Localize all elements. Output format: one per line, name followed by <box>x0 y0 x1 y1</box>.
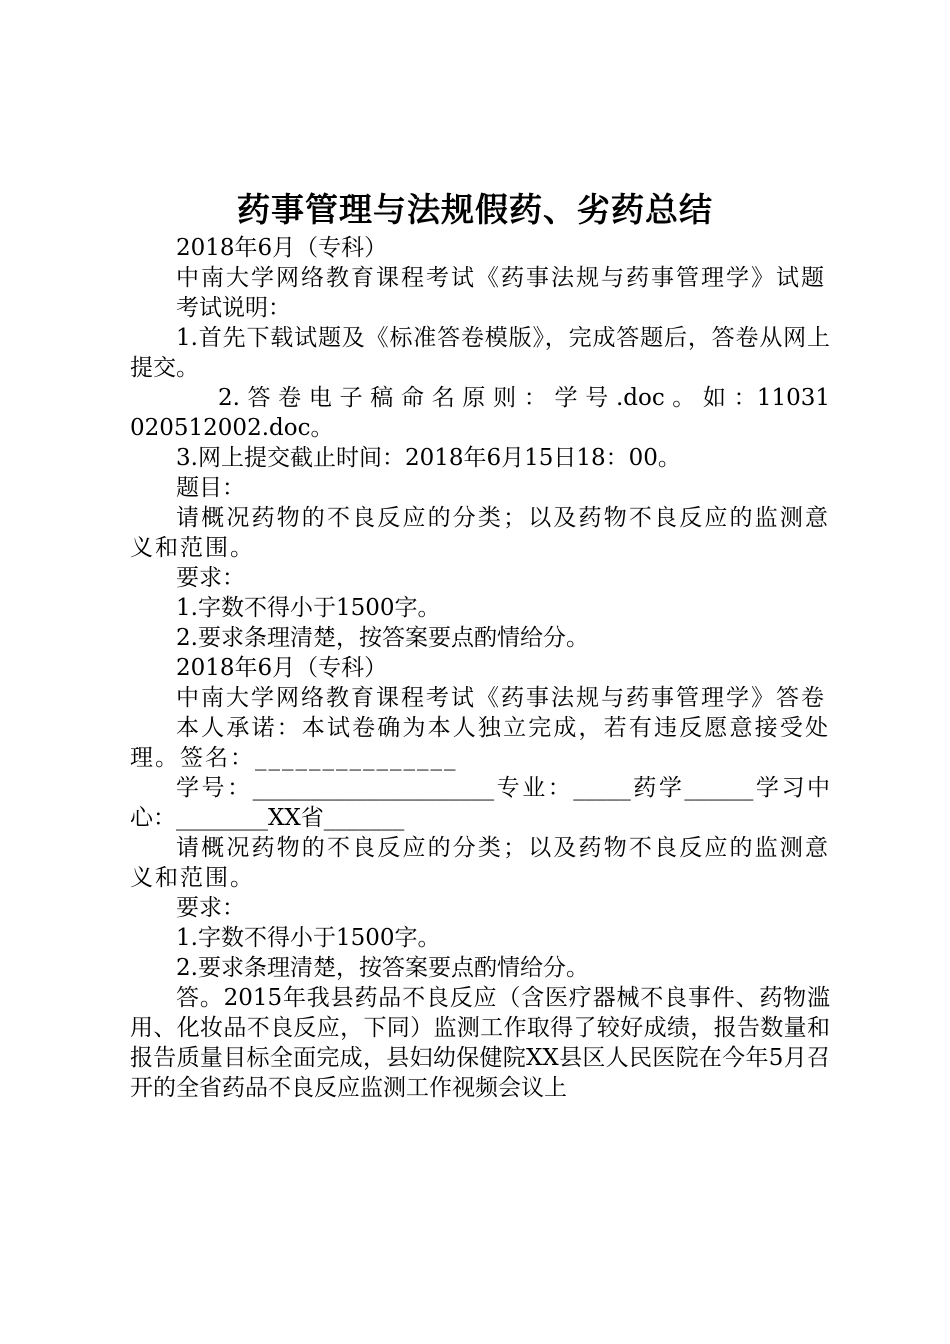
paragraph-pledge: 本人承诺：本试卷确为本人独立完成，若有违反愿意接受处理。签名：_______________ <box>130 715 830 771</box>
paragraph-requirements-heading-2: 要求： <box>176 895 245 921</box>
paragraph-instruction-2: 2. 答 卷 电 子 稿 命 名 原 则 ： 学 号 .doc 。 如 ：11031020512002.doc。 <box>130 385 830 441</box>
paragraph-answer: 答。2015年我县药品不良反应（含医疗器械不良事件、药物滥用、化妆品不良反应，下同）监测工作取得了较好成绩，报告数量和报告质量目标全面完成，县妇幼保健院XX县区人民医院在今年5月召开的全省药品不良反应监测工作视频会议上 <box>130 985 830 1101</box>
document-title: 药事管理与法规假药、劣药总结 <box>237 190 713 229</box>
paragraph-requirement-2-2: 2.要求条理清楚，按答案要点酌情给分。 <box>176 955 589 981</box>
paragraph-date: 2018年6月（专科） <box>176 235 388 261</box>
paragraph-requirement-1-2: 1.字数不得小于1500字。 <box>176 925 441 951</box>
paragraph-requirement-2: 2.要求条理清楚，按答案要点酌情给分。 <box>176 625 589 651</box>
paragraph-question: 请概况药物的不良反应的分类；以及药物不良反应的监测意义和范围。 <box>130 505 830 561</box>
paragraph-student-info: 学号：_____________________专业：_____药学______学习中心：________XX省_______ <box>130 775 830 831</box>
paragraph-requirements-heading: 要求： <box>176 565 245 591</box>
paragraph-exam-title: 中南大学网络教育课程考试《药事法规与药事管理学》试题 <box>176 265 826 291</box>
paragraph-answer-sheet-title: 中南大学网络教育课程考试《药事法规与药事管理学》答卷 <box>176 685 826 711</box>
paragraph-question-heading: 题目： <box>176 475 245 501</box>
document-body <box>130 233 830 1103</box>
paragraph-requirement-1: 1.字数不得小于1500字。 <box>176 595 441 621</box>
paragraph-instruction-1: 1.首先下载试题及《标准答卷模版》，完成答题后，答卷从网上提交。 <box>130 325 830 381</box>
paragraph-question-2: 请概况药物的不良反应的分类；以及药物不良反应的监测意义和范围。 <box>130 835 830 891</box>
paragraph-date-2: 2018年6月（专科） <box>176 655 388 681</box>
paragraph-exam-instructions-heading: 考试说明： <box>176 295 291 321</box>
paragraph-instruction-3: 3.网上提交截止时间：2018年6月15日18：00。 <box>176 445 681 471</box>
